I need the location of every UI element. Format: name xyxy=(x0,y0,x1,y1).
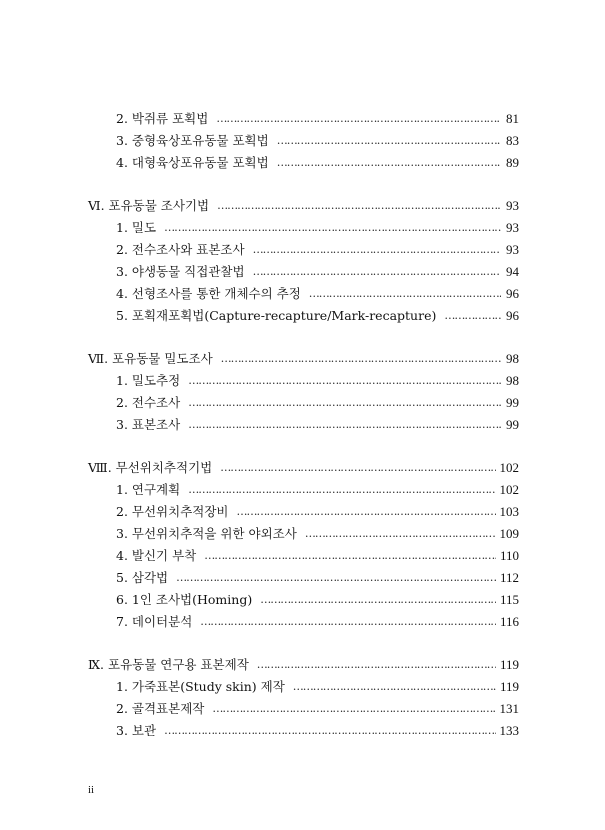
toc-chapter-entry[interactable] xyxy=(88,195,519,217)
toc-section xyxy=(88,654,519,742)
toc-page-number: 133 xyxy=(499,723,519,738)
dot-leader xyxy=(212,697,495,720)
dot-leader xyxy=(277,129,501,152)
dot-leader xyxy=(164,216,501,239)
page-number: ii xyxy=(88,784,95,796)
toc-entry-title: 4. 대형육상포유동물 포획법 xyxy=(116,155,269,170)
dot-leader xyxy=(221,347,501,370)
toc-entry[interactable] xyxy=(116,567,519,589)
toc-entry-title: Ⅶ. 포유동물 밀도조사 xyxy=(88,351,213,366)
toc-section xyxy=(88,195,519,327)
toc-entry[interactable] xyxy=(116,370,519,392)
toc-page-number: 109 xyxy=(499,526,519,541)
dot-leader xyxy=(293,675,496,698)
toc-entry-title: 7. 데이터분석 xyxy=(116,614,193,629)
toc-entry-title: 5. 삼각법 xyxy=(116,570,169,585)
table-of-contents xyxy=(88,108,519,763)
dot-leader xyxy=(188,478,495,501)
toc-entry-title: 4. 선형조사를 통한 개체수의 추정 xyxy=(116,286,301,301)
toc-page-number: 99 xyxy=(506,395,519,410)
toc-entry[interactable] xyxy=(116,589,519,611)
dot-leader xyxy=(444,304,501,327)
toc-entry[interactable] xyxy=(116,523,519,545)
dot-leader xyxy=(277,151,501,174)
toc-entry[interactable] xyxy=(116,392,519,414)
toc-page-number: 102 xyxy=(499,482,519,497)
toc-section xyxy=(88,457,519,633)
dot-leader xyxy=(253,260,501,283)
toc-entry-title: 2. 전수조사와 표본조사 xyxy=(116,242,245,257)
toc-entry-title: 6. 1인 조사법(Homing) xyxy=(116,592,253,607)
toc-entry-title: 4. 발신기 부착 xyxy=(116,548,197,563)
toc-entry-title: 3. 무선위치추적을 위한 야외조사 xyxy=(116,526,297,541)
dot-leader xyxy=(305,522,496,545)
dot-leader xyxy=(216,107,501,130)
toc-chapter-entry[interactable] xyxy=(88,457,519,479)
dot-leader xyxy=(253,238,501,261)
toc-entry[interactable] xyxy=(116,152,519,174)
toc-page-number: 94 xyxy=(506,264,519,279)
toc-page-number: 102 xyxy=(499,460,519,475)
toc-page-number: 119 xyxy=(499,657,519,672)
toc-entry[interactable] xyxy=(116,239,519,261)
toc-entry-title: 3. 중형육상포유동물 포획법 xyxy=(116,133,269,148)
toc-page-number: 93 xyxy=(506,220,519,235)
toc-page-number: 81 xyxy=(506,111,519,126)
toc-section xyxy=(88,348,519,436)
toc-page-number: 119 xyxy=(499,679,519,694)
toc-section xyxy=(88,108,519,174)
dot-leader xyxy=(188,391,501,414)
toc-entry[interactable] xyxy=(116,501,519,523)
toc-page-number: 98 xyxy=(506,351,519,366)
toc-entry-title: 3. 보관 xyxy=(116,723,157,738)
toc-page-number: 93 xyxy=(506,198,519,213)
toc-page-number: 131 xyxy=(499,701,519,716)
toc-entry[interactable] xyxy=(116,305,519,327)
toc-entry[interactable] xyxy=(116,676,519,698)
toc-entry[interactable] xyxy=(116,283,519,305)
dot-leader xyxy=(204,544,496,567)
toc-entry[interactable] xyxy=(116,545,519,567)
toc-entry-title: 3. 야생동물 직접관찰법 xyxy=(116,264,245,279)
dot-leader xyxy=(176,566,496,589)
toc-entry-title: 2. 전수조사 xyxy=(116,395,181,410)
dot-leader xyxy=(188,413,501,436)
dot-leader xyxy=(200,610,496,633)
toc-page-number: 99 xyxy=(506,417,519,432)
toc-entry[interactable] xyxy=(116,130,519,152)
toc-page-number: 96 xyxy=(506,308,519,323)
dot-leader xyxy=(260,588,496,611)
toc-page-number: 116 xyxy=(499,614,519,629)
toc-entry-title: 2. 무선위치추적장비 xyxy=(116,504,229,519)
toc-entry-title: 2. 골격표본제작 xyxy=(116,701,205,716)
toc-entry[interactable] xyxy=(116,720,519,742)
toc-entry[interactable] xyxy=(116,261,519,283)
toc-page-number: 110 xyxy=(499,548,519,563)
dot-leader xyxy=(164,719,495,742)
toc-entry-title: Ⅷ. 무선위치추적기법 xyxy=(88,460,213,475)
toc-page-number: 112 xyxy=(499,570,519,585)
toc-page-number: 103 xyxy=(499,504,519,519)
toc-entry-title: 1. 연구계획 xyxy=(116,482,181,497)
toc-chapter-entry[interactable] xyxy=(88,348,519,370)
toc-chapter-entry[interactable] xyxy=(88,654,519,676)
toc-page-number: 115 xyxy=(499,592,519,607)
toc-page-number: 83 xyxy=(506,133,519,148)
toc-page-number: 89 xyxy=(506,155,519,170)
dot-leader xyxy=(309,282,501,305)
toc-entry-title: 3. 표본조사 xyxy=(116,417,181,432)
toc-entry-title: Ⅸ. 포유동물 연구용 표본제작 xyxy=(88,657,249,672)
toc-entry-title: 5. 포획재포획법(Capture-recapture/Mark-recapture) xyxy=(116,308,437,323)
toc-entry-title: 1. 가죽표본(Study skin) 제작 xyxy=(116,679,285,694)
dot-leader xyxy=(257,653,496,676)
toc-entry-title: Ⅵ. 포유동물 조사기법 xyxy=(88,198,210,213)
toc-entry[interactable] xyxy=(116,479,519,501)
toc-entry[interactable] xyxy=(116,698,519,720)
toc-page-number: 98 xyxy=(506,373,519,388)
toc-entry[interactable] xyxy=(116,108,519,130)
toc-entry[interactable] xyxy=(116,611,519,633)
dot-leader xyxy=(220,456,495,479)
toc-page-number: 93 xyxy=(506,242,519,257)
dot-leader xyxy=(237,500,496,523)
toc-entry-title: 2. 박쥐류 포획법 xyxy=(116,111,209,126)
toc-entry[interactable] xyxy=(116,217,519,239)
toc-entry[interactable] xyxy=(116,414,519,436)
dot-leader xyxy=(217,194,501,217)
toc-page-number: 96 xyxy=(506,286,519,301)
toc-entry-title: 1. 밀도추정 xyxy=(116,373,181,388)
dot-leader xyxy=(188,369,501,392)
toc-entry-title: 1. 밀도 xyxy=(116,220,157,235)
